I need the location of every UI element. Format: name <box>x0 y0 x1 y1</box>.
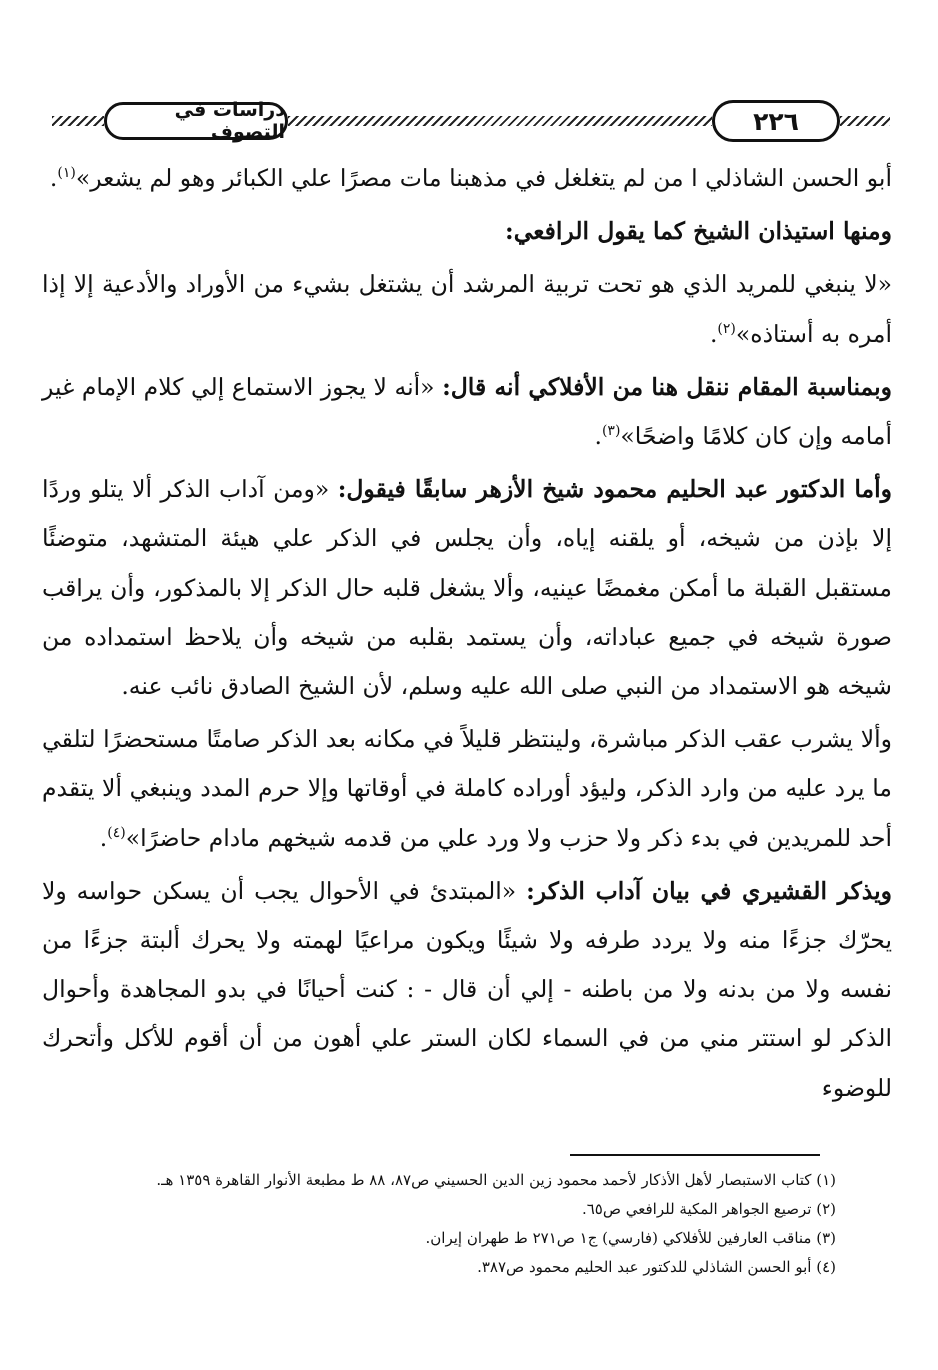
paragraph-5-text: «ومن آداب الذكر ألا يتلو وردًا إلا بإذن من شيخه، أو يلقنه إياه، وأن يجلس في الذكر علي هيئة المتشهد، متوضئًا مستقبل القبلة ما أمكن مغمضًا عينيه، وألا يشغل قلبه حال الذكر إلا بالمذكور، وأن يراقب صورة شيخه في جميع عباداته، وأن يستمد بقلبه من شيخه وأن يلاحظ استمداده من شيخه هو الاستمداد من النبي صلى الله عليه وسلم، لأن الشيخ الصادق نائب عنه. <box>42 475 893 701</box>
paragraph-4: وبمناسبة المقام ننقل هنا من الأفلاكي أنه قال: «أنه لا يجوز الاستماع إلي كلام الإمام غير أمامه وإن كان كلامًا واضحًا»$^{(٣)}$. <box>42 372 893 451</box>
footnote-1: (١) كتاب الاستبصار لأهل الأذكار لأحمد محمود زين الدين الحسيني ص٨٧، ٨٨ ط مطبعة الأنوار القاهرة ١٣٥٩ هـ. <box>156 1171 836 1189</box>
paragraph-7-heading: ويذكر القشيري في بيان آداب الذكر: <box>526 876 892 905</box>
paragraph-3: «لا ينبغي للمريد الذي هو تحت تربية المرشد أن يشتغل بشيء من الأوراد والأدعية إلا إذا أمره به أستاذه»$^{(٢)}$. <box>42 270 892 348</box>
paragraph-4-text: «أنه لا يجوز الاستماع إلي كلام الإمام غير أمامه وإن كان كلامًا واضحًا» <box>42 372 892 451</box>
footnote-ref-2: (٢) <box>717 320 736 337</box>
paragraph-6: وألا يشرب عقب الذكر مباشرة، ولينتظر قليلاً في مكانه بعد الذكر صامتًا مستحضرًا لتلقي ما يرد عليه من وارد الذكر، وليؤد أوراده كاملة في أوقاتها وإلا حرم المدد وينبغي ألا يتقدم أحد للمريدين في بدء ذكر ولا حزب ولا ورد علي من قدمه شيخهم مادام حاضرًا»$^{(٤)}$. <box>42 725 892 852</box>
paragraph-3-text: «لا ينبغي للمريد الذي هو تحت تربية المرشد أن يشتغل بشيء من الأوراد والأدعية إلا إذا أمره به أستاذه» <box>42 270 892 348</box>
paragraph-6-text: وألا يشرب عقب الذكر مباشرة، ولينتظر قليلاً في مكانه بعد الذكر صامتًا مستحضرًا لتلقي ما يرد عليه من وارد الذكر، وليؤد أوراده كاملة في أوقاتها وإلا حرم المدد وينبغي ألا يتقدم أحد للمريدين في بدء ذكر ولا حزب ولا ورد علي من قدمه شيخهم مادام حاضرًا» <box>42 725 892 852</box>
header-ornament-right <box>840 116 890 126</box>
footnote-divider <box>570 1154 820 1156</box>
footnote-ref-1: (١) <box>57 165 76 182</box>
footnote-4: (٤) أبو الحسن الشاذلي للدكتور عبد الحليم محمود ص٣٨٧. <box>477 1258 836 1276</box>
footnotes <box>110 1166 836 1282</box>
footnote-2: (٢) ترصيع الجواهر المكية للرافعي ص٦٥. <box>581 1200 836 1218</box>
paragraph-4-heading: وبمناسبة المقام ننقل هنا من الأفلاكي أنه قال: <box>442 372 893 401</box>
header-ornament-left <box>52 116 104 126</box>
paragraph-5 <box>42 465 892 711</box>
page-number: ٢٢٦ <box>712 100 840 142</box>
body-text <box>42 154 892 1117</box>
header-ornament-middle <box>288 116 712 126</box>
paragraph-7 <box>42 867 892 1113</box>
paragraph-2 <box>42 207 892 256</box>
running-title: دراسات في التصوف <box>104 102 288 140</box>
paragraph-2-heading: ومنها استيذان الشيخ كما يقول الرافعي: <box>505 217 892 246</box>
footnote-ref-4: (٤) <box>107 824 126 841</box>
footnote-ref-3: (٣) <box>601 423 621 440</box>
page-header <box>40 92 900 144</box>
paragraph-1: أبو الحسن الشاذلي ا من لم يتغلغل في مذهبنا مات مصرًا علي الكبائر وهو لم يشعر»$^{(١)}$. <box>49 164 892 192</box>
footnote-3: (٣) مناقب العارفين للأفلاكي (فارسي) ج١ ص٢٧١ ط طهران إيران. <box>425 1229 836 1247</box>
paragraph-7-text: «المبتدئ في الأحوال يجب أن يسكن حواسه ولا يحرّك جزءًا منه ولا يردد طرفه ولا شيئًا ويكون مراعيًا لهمته ولا يحرك ألبتة جزءًا من نفسه ولا من بدنه ولا من باطنه - إلي أن قال - : كنت أحيانًا في بدو المجاهدة وأحوال الذكر لو استتر مني من في السماء لكان الستر علي أهون من أن أقوم للأكل وأتحرك للوضوء <box>42 876 892 1102</box>
paragraph-5-heading: وأما الدكتور عبد الحليم محمود شيخ الأزهر سابقًا فيقول: <box>337 475 892 504</box>
paragraph-1-text: أبو الحسن الشاذلي ا من لم يتغلغل في مذهبنا مات مصرًا علي الكبائر وهو لم يشعر» <box>75 164 892 192</box>
